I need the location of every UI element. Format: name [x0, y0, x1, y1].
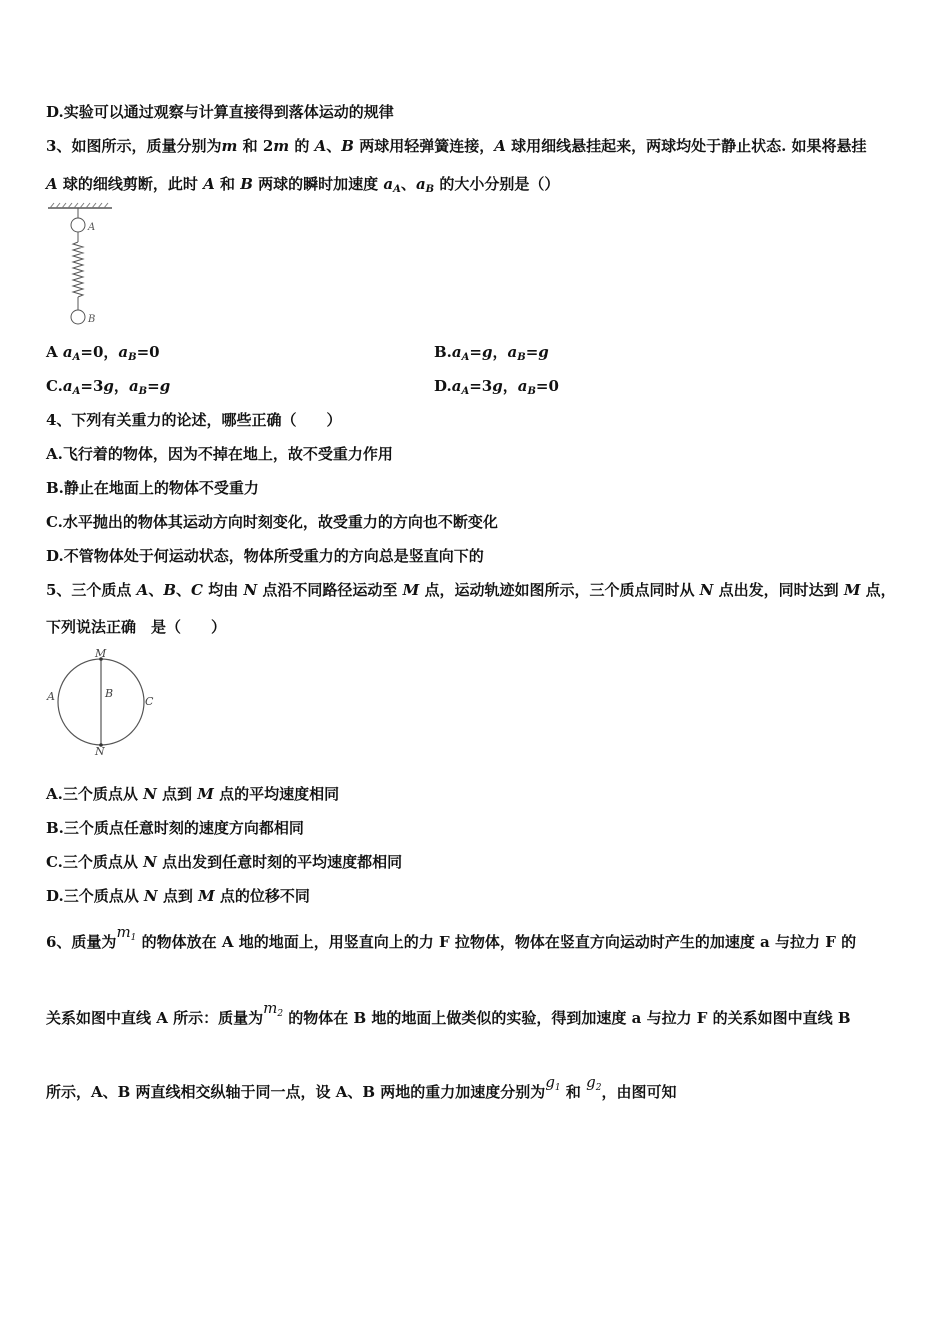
q3-stem-line1: 3、如图所示，质量分别为m 和 2m 的 A、B 两球用轻弹簧连接，A 球用细线悬挂起来，两球均处于静止状态. 如果将悬挂 [46, 137, 867, 155]
spring [73, 242, 83, 297]
q3-aA: $a_A$ [383, 175, 401, 195]
q5-stem-line1: 5、三个质点 A、B、C 均由 N 点沿不同路径运动至 M 点，运动轨迹如图所示，三个质点同时从 N 点出发，同时达到 M 点， [46, 581, 896, 599]
q3-2m: 2m [262, 137, 290, 155]
ball-a-label: A [88, 222, 96, 233]
q3-ab: A [314, 137, 327, 155]
ball-b [71, 310, 85, 324]
q6-line3: 所示，A、B 两直线相交纵轴于同一点，设 A、B 两地的重力加速度分别为$g_1$ 和 $g_2$，由图可知 [46, 1073, 677, 1101]
ball-a [71, 218, 85, 232]
q3-spring-figure [44, 202, 124, 328]
q4-option-c: C.水平抛出的物体其运动方向时刻变化，故受重力的方向也不断变化 [46, 513, 498, 531]
q3-option-b: $B.a_A=g$，$a_B=g$ [434, 343, 549, 363]
q6-line2: 关系如图中直线 A 所示：质量为$m_2$ 的物体在 B 地的地面上做类似的实验，得到加速度 a 与拉力 F 的关系如图中直线 B [46, 999, 851, 1027]
symbol-g1: $g_1$ [545, 1073, 561, 1093]
q5-option-c: C.三个质点从 N 点出发到任意时刻的平均速度都相同 [46, 853, 403, 871]
label-c: C [145, 695, 154, 708]
q6-line1: 6、质量为$m_1$ 的物体放在 A 地的地面上，用竖直向上的力 F 拉物体，物体在竖直方向运动时产生的加速度 a 与拉力 F 的 [46, 923, 857, 951]
q2-option-d: D.实验可以通过观察与计算直接得到落体运动的规律 [46, 103, 394, 121]
label-m: M [95, 647, 107, 660]
q4-option-b: B.静止在地面上的物体不受重力 [46, 479, 259, 497]
q5-option-b: B.三个质点任意时刻的速度方向都相同 [46, 819, 304, 837]
label-b: B [105, 687, 114, 700]
label-a: A [47, 690, 55, 703]
symbol-m1: $m_1$ [116, 923, 137, 943]
q5-option-d: D.三个质点从 N 点到 M 点的位移不同 [46, 887, 310, 905]
q3-stem-line2: A 球的细线剪断，此时 A 和 B 两球的瞬时加速度 $a_A$、$a_B$ 的大小分别是（） [46, 175, 560, 195]
symbol-g2: $g_2$ [586, 1073, 602, 1093]
symbol-m2: $m_2$ [263, 999, 284, 1019]
q3-option-d: $D.a_A=3g$，$a_B=0$ [434, 377, 559, 397]
q3-option-c: $C.a_A=3g$，$a_B=g$ [46, 377, 171, 397]
q5-stem-line2: 下列说法正确 是（ ） [46, 618, 227, 636]
q5-circle-figure [44, 645, 160, 757]
label-n: N [95, 745, 105, 757]
q4-stem: 4、下列有关重力的论述，哪些正确（ ） [46, 411, 342, 429]
q4-option-d: D.不管物体处于何运动状态，物体所受重力的方向总是竖直向下的 [46, 547, 484, 565]
q5-option-a: A.三个质点从 N 点到 M 点的平均速度相同 [46, 785, 340, 803]
q3-option-a: A $a_A=0$，$a_B=0$ [46, 343, 160, 363]
ball-b-label: B [88, 314, 96, 325]
q4-option-a: A.飞行着的物体，因为不掉在地上，故不受重力作用 [46, 445, 393, 463]
q3-aB: $a_B$ [415, 175, 435, 195]
